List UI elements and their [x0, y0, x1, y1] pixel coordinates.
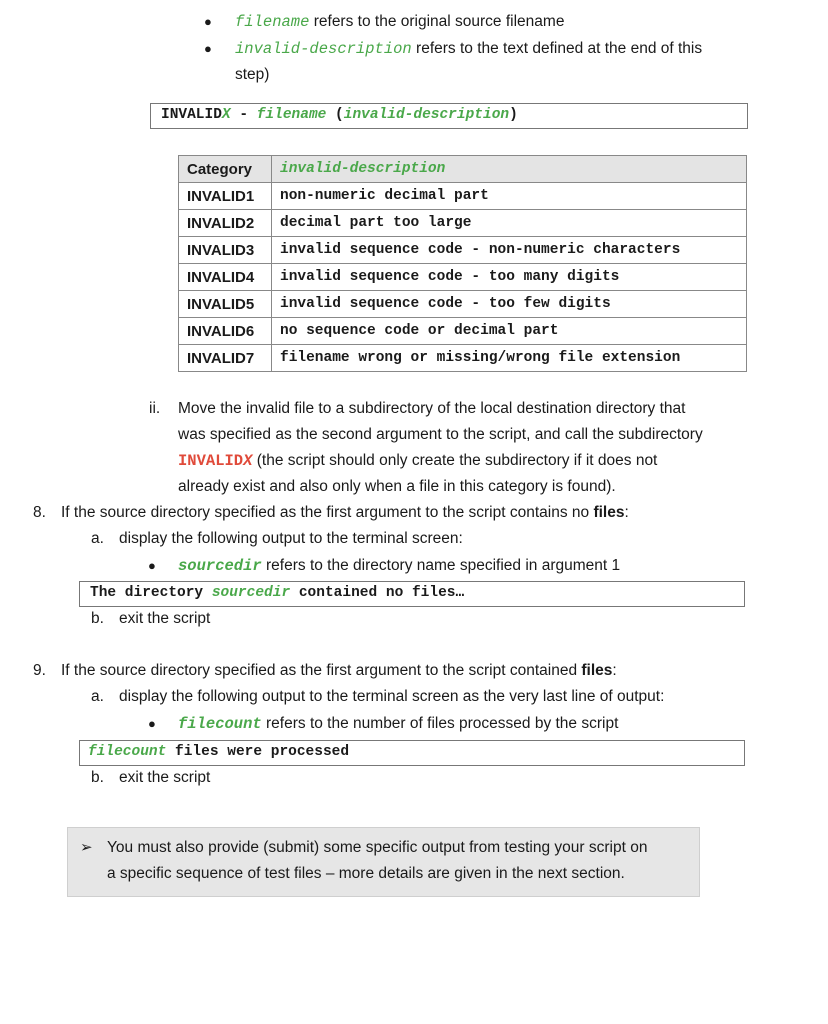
step-9-marker: 9. — [33, 662, 46, 679]
step-8-bullet: sourcedir refers to the directory name specified in argument 1 — [178, 557, 621, 575]
step-8-text: If the source directory specified as the first argument to the script contains no files: — [61, 504, 629, 521]
step-8b-text: exit the script — [119, 610, 211, 627]
header-description: invalid-description — [272, 156, 747, 183]
step-ii-marker: ii. — [149, 400, 161, 417]
step-9-text: If the source directory specified as the first argument to the script contained files: — [61, 662, 617, 679]
step-ii-line3: INVALIDX (the script should only create the subdirectory if it does not — [178, 452, 658, 470]
step-ii-line1: Move the invalid file to a subdirectory of the local destination directory that — [178, 400, 686, 417]
row-description: decimal part too large — [272, 210, 747, 237]
row-description: invalid sequence code - non-numeric characters — [272, 237, 747, 264]
row-description: invalid sequence code - too many digits — [272, 264, 747, 291]
table-row — [179, 318, 747, 345]
bullet-icon: ● — [148, 716, 156, 731]
no-files-output-box: The directory sourcedir contained no files… — [79, 581, 745, 607]
row-category: INVALID2 — [179, 210, 272, 237]
bullet-filename: filename refers to the original source filename — [235, 13, 565, 31]
table-row — [179, 237, 747, 264]
step-ii-line2: was specified as the second argument to the script, and call the subdirectory — [178, 426, 703, 443]
header-category: Category — [179, 156, 272, 183]
step-9a-text: display the following output to the terminal screen as the very last line of output: — [119, 688, 665, 705]
step-8-marker: 8. — [33, 504, 46, 521]
step-8a-marker: a. — [91, 530, 104, 547]
step-8a-text: display the following output to the terminal screen: — [119, 530, 463, 547]
invalid-category-table — [178, 155, 747, 372]
step-ii-line4: already exist and also only when a file in this category is found). — [178, 478, 616, 495]
bullet-continuation: step) — [235, 66, 270, 83]
table-header-row — [179, 156, 747, 183]
row-category: INVALID3 — [179, 237, 272, 264]
row-category: INVALID4 — [179, 264, 272, 291]
step-9b-text: exit the script — [119, 769, 211, 786]
table-row — [179, 264, 747, 291]
row-description: invalid sequence code - too few digits — [272, 291, 747, 318]
step-9b-marker: b. — [91, 769, 104, 786]
step-9-bullet: filecount refers to the number of files processed by the script — [178, 715, 619, 733]
row-description: no sequence code or decimal part — [272, 318, 747, 345]
files-processed-output-box: filecount files were processed — [79, 740, 745, 766]
table-row — [179, 345, 747, 372]
table-row — [179, 183, 747, 210]
row-description: filename wrong or missing/wrong file extension — [272, 345, 747, 372]
note-line1: You must also provide (submit) some specific output from testing your script on — [107, 839, 648, 856]
bullet-invalid-description: invalid-description refers to the text defined at the end of this — [235, 40, 703, 58]
arrow-bullet-icon: ➢ — [80, 839, 93, 856]
bullet-icon: ● — [148, 558, 156, 573]
row-description: non-numeric decimal part — [272, 183, 747, 210]
row-category: INVALID7 — [179, 345, 272, 372]
step-9a-marker: a. — [91, 688, 104, 705]
table-row — [179, 291, 747, 318]
bullet-icon: ● — [204, 41, 212, 56]
row-category: INVALID6 — [179, 318, 272, 345]
table-row — [179, 210, 747, 237]
format-box: INVALIDX - filename (invalid-description) — [150, 103, 748, 129]
row-category: INVALID5 — [179, 291, 272, 318]
bullet-icon: ● — [204, 14, 212, 29]
step-8b-marker: b. — [91, 610, 104, 627]
row-category: INVALID1 — [179, 183, 272, 210]
note-line2: a specific sequence of test files – more details are given in the next section. — [107, 865, 625, 882]
